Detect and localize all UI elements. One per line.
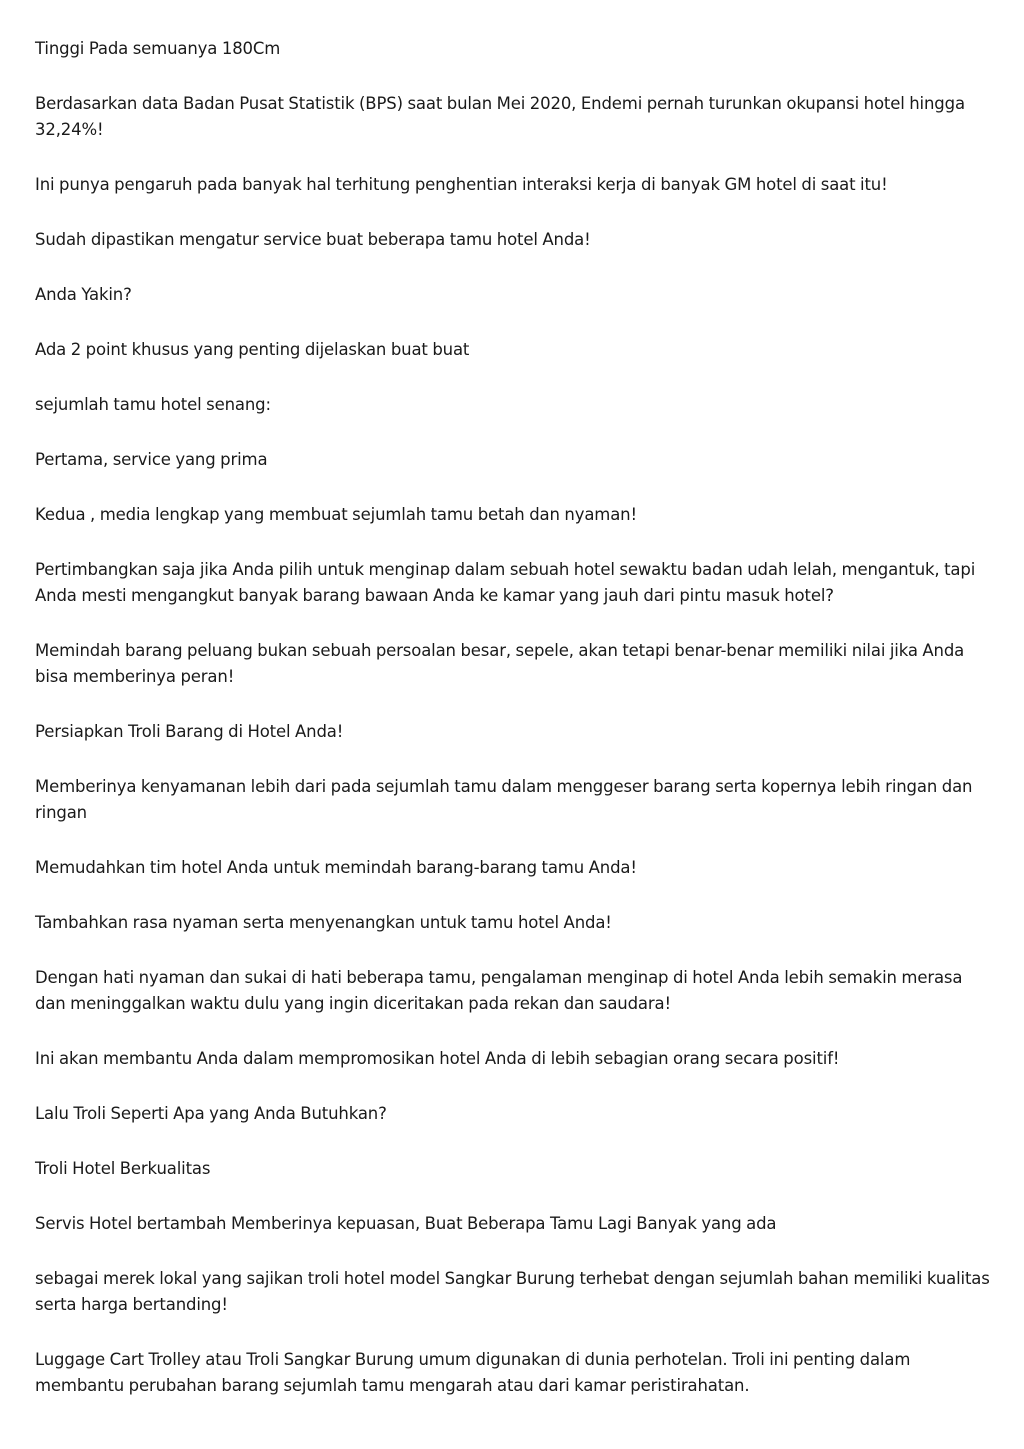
paragraph-prepare-trolley: Persiapkan Troli Barang di Hotel Anda! (35, 722, 344, 741)
paragraph-luggage-cart: Luggage Cart Trolley atau Troli Sangkar Burung umum digunakan di dunia perhotelan. Troli ini penting dalam membantu perubahan barang sejumlah tamu mengarah atau dari kamar peristirahatan. (35, 1350, 911, 1395)
paragraph-two-points: Ada 2 point khusus yang penting dijelaskan buat buat (35, 340, 470, 359)
paragraph-first-point: Pertama, service yang prima (35, 450, 268, 469)
paragraph-add-comfort: Tambahkan rasa nyaman serta menyenangkan untuk tamu hotel Anda! (35, 913, 612, 932)
paragraph-height-info: Tinggi Pada semuanya 180Cm (35, 39, 281, 58)
paragraph-experience: Dengan hati nyaman dan sukai di hati beberapa tamu, pengalaman menginap di hotel Anda lebih semakin merasa dan meninggalkan waktu dulu yang ingin diceritakan pada rekan dan saudara! (35, 968, 963, 1013)
paragraph-moving-goods: Memindah barang peluang bukan sebuah persoalan besar, sepele, akan tetapi benar-benar memiliki nilai jika Anda bisa memberinya peran! (35, 641, 965, 686)
paragraph-promotion: Ini akan membantu Anda dalam mempromosikan hotel Anda di lebih sebagian orang secara positif! (35, 1049, 840, 1068)
paragraph-hotel-service: Servis Hotel bertambah Memberinya kepuasan, Buat Beberapa Tamu Lagi Banyak yang ada (35, 1214, 777, 1233)
paragraph-happy-guests: sejumlah tamu hotel senang: (35, 395, 271, 414)
paragraph-team-ease: Memudahkan tim hotel Anda untuk memindah barang-barang tamu Anda! (35, 858, 637, 877)
document-page (35, 36, 995, 1428)
paragraph-second-point: Kedua , media lengkap yang membuat sejumlah tamu betah dan nyaman! (35, 505, 637, 524)
paragraph-comfort: Memberinya kenyamanan lebih dari pada sejumlah tamu dalam menggeser barang serta kopernya lebih ringan dan ringan (35, 777, 973, 822)
paragraph-service: Sudah dipastikan mengatur service buat beberapa tamu hotel Anda! (35, 230, 591, 249)
paragraph-quality-trolley: Troli Hotel Berkualitas (35, 1159, 211, 1178)
paragraph-what-trolley: Lalu Troli Seperti Apa yang Anda Butuhkan? (35, 1104, 387, 1123)
paragraph-bps-data: Berdasarkan data Badan Pusat Statistik (BPS) saat bulan Mei 2020, Endemi pernah turunkan okupansi hotel hingga 32,24%! (35, 94, 965, 139)
paragraph-question: Anda Yakin? (35, 285, 132, 304)
paragraph-impact: Ini punya pengaruh pada banyak hal terhitung penghentian interaksi kerja di banyak GM hotel di saat itu! (35, 175, 888, 194)
paragraph-consider: Pertimbangkan saja jika Anda pilih untuk menginap dalam sebuah hotel sewaktu badan udah lelah, mengantuk, tapi Anda mesti mengangkut banyak barang bawaan Anda ke kamar yang jauh dari pintu masuk hotel? (35, 560, 976, 605)
paragraph-local-brand: sebagai merek lokal yang sajikan troli hotel model Sangkar Burung terhebat dengan sejumlah bahan memiliki kualitas serta harga bertanding! (35, 1269, 990, 1314)
